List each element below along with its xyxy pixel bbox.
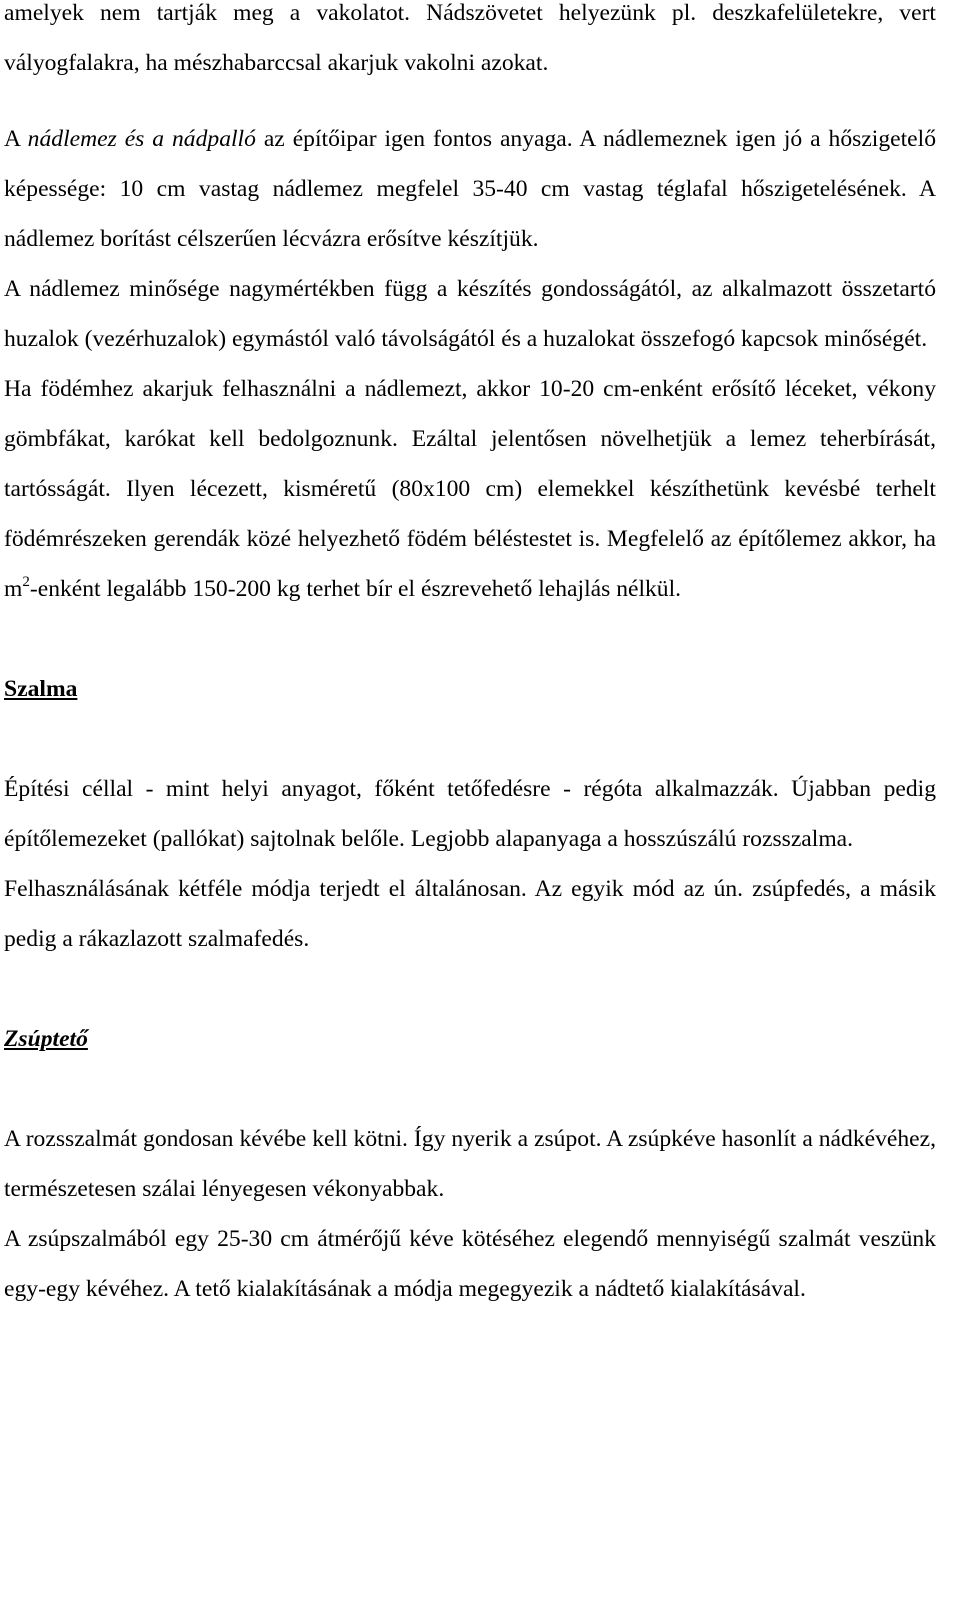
paragraph-wall-reed-mesh [4,0,936,88]
emphasized-term: nádlemez és a nádpalló [27,126,256,152]
paragraph-reed-board [4,114,936,264]
paragraph-text: A rozsszalmát gondosan kévébe kell kötni. Így nyerik a zsúpot. A zsúpkéve hasonlít a nádkévéhez, természetesen szálai lényegesen vékonyabbak. [4,1126,936,1202]
paragraph-text: amelyek nem tartják meg a vakolatot. Nádszövetet helyezünk pl. deszkafelületekre, vert vályogfalakra, ha mészhabarccsal akarjuk vakolni azokat. [4,0,936,76]
paragraph-text: az építőipar igen fontos anyaga. A nádlemeznek igen jó a hőszigetelő képessége: 10 cm vastag nádlemez megfelel 35-40 cm vastag téglafal hőszigetelésének. A nádlemez borítást célszerűen lécvázra erősítve készítjük. [4,126,936,252]
paragraph-text: Ha födémhez akarjuk felhasználni a nádlemezt, akkor 10-20 cm-enként erősítő léceket, vékony gömbfákat, karókat kell bedolgoznunk. Ezáltal jelentősen növelhetjük a lemez teherbírását, tartósságát. Ilyen lécezett, kisméretű (80x100 cm) elemekkel készíthetünk kevésbé terhelt födémrészeken gerendák közé helyezhető födém béléstestet is. Megfelelő az építőlemez akkor, ha m [4,376,936,602]
paragraph-straw-methods [4,864,936,964]
paragraph-reed-board-quality [4,264,936,364]
superscript: 2 [22,574,30,590]
paragraph-text: -enként legalább 150-200 kg terhet bír el észrevehető lehajlás nélkül. [29,576,682,602]
paragraph-text: A zsúpszalmából egy 25-30 cm átmérőjű kéve kötéséhez elegendő mennyiségű szalmát veszünk egy-egy kévéhez. A tető kialakításának a módja megegyezik a nádtető kialakításával. [4,1226,936,1302]
document-page [4,0,936,1314]
paragraph-text: Felhasználásának kétféle módja terjedt el általánosan. Az egyik mód az ún. zsúpfedés, a másik pedig a rákazlazott szalmafedés. [4,876,936,952]
paragraph-text: Építési céllal - mint helyi anyagot, főként tetőfedésre - régóta alkalmazzák. Újabban pedig építőlemezeket (pallókat) sajtolnak belőle. Legjobb alapanyaga a hosszúszálú rozsszalma. [4,776,936,852]
section-heading-szalma: Szalma [4,676,78,702]
paragraph-straw-usage [4,764,936,864]
paragraph-text: A nádlemez minősége nagymértékben függ a készítés gondosságától, az alkalmazott összetartó huzalok (vezérhuzalok) egymástól való távolságától és a huzalokat összefogó kapcsok minőségét. [4,276,936,352]
paragraph-thatch-bundle [4,1214,936,1314]
paragraph-floor-usage [4,364,936,614]
paragraph-thatch-binding [4,1114,936,1214]
paragraph-text: A [4,126,28,152]
section-heading-zsupteto: Zsúptető [4,1026,88,1052]
